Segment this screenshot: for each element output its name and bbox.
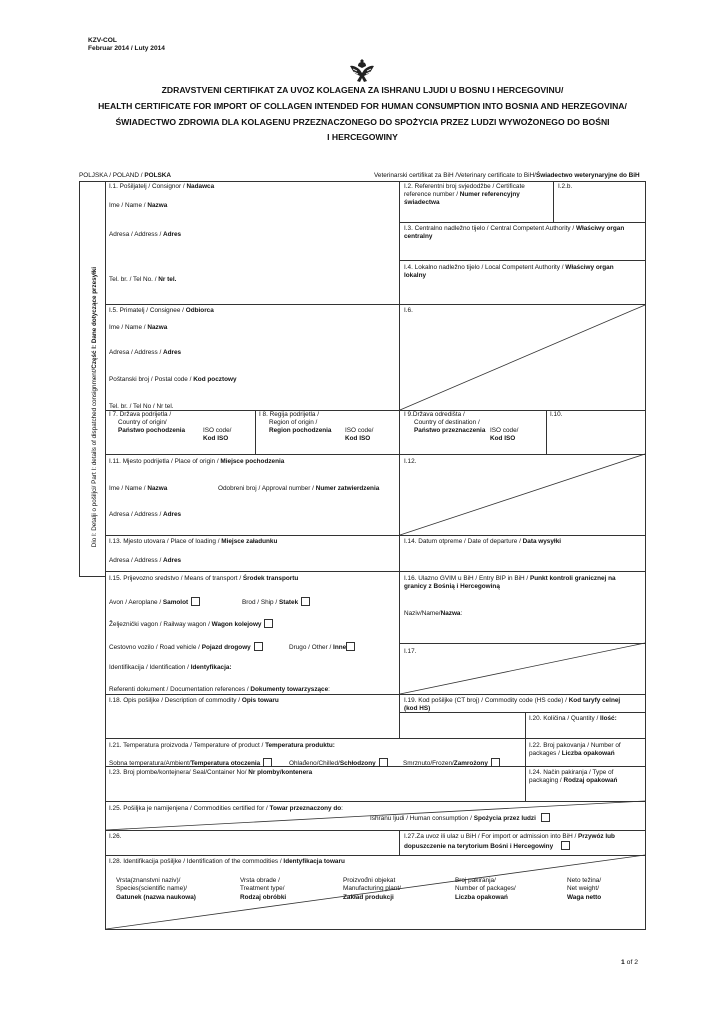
i3-central-authority-label: I.3. Centralno nadležno tijelo / Central Competent Authority / Właściwy organ bbox=[404, 225, 625, 232]
title-line-3: ŚWIADECTWO ZDROWIA DLA KOLAGENU PRZEZNACZONEGO DO SPOŻYCIA PRZEZ LUDZI WYWOŻONEGO DO BOŚNI bbox=[115, 117, 610, 127]
consignee-name-label: Ime / Name / Nazwa bbox=[109, 324, 168, 331]
transport-identification: Identifikacija / Identification / Identyfikacja: bbox=[109, 664, 232, 671]
bip-name-label: Naziv/Name/Nazwa: bbox=[404, 610, 463, 617]
human-consumption-checkbox[interactable] bbox=[541, 813, 550, 822]
i2b-label: I.2.b. bbox=[558, 183, 573, 190]
i3-line-2: centralny bbox=[404, 233, 433, 240]
vet-cert-label: Veterinarski certifikat za BiH /Veterinary certificate to BiH/Świadectwo weterynaryjne do BiH bbox=[374, 172, 640, 179]
col-packages-l2: Number of packages/ bbox=[455, 885, 516, 892]
i9-country-destination-label: I 9.Država odredišta / bbox=[404, 411, 465, 418]
i7-line-2: Country of origin/ bbox=[118, 419, 167, 426]
title-line-4: I HERCEGOWINY bbox=[327, 132, 398, 142]
i22-line-2: packages / Liczba opakowań bbox=[529, 750, 615, 757]
i8-iso-kod: Kod ISO bbox=[345, 435, 371, 442]
col-treatment-l1: Vrsta obrade / bbox=[240, 877, 280, 884]
i7-iso-label: ISO code/ bbox=[203, 427, 232, 434]
i7-country-origin-label: I 7. Država podrijetla / bbox=[109, 411, 172, 418]
import-checkbox[interactable] bbox=[561, 841, 570, 850]
title-line-1: ZDRAVSTVENI CERTIFIKAT ZA UVOZ KOLAGENA ZA ISHRANU LJUDI U BOSNU I HERCEGOVINU/ bbox=[161, 85, 564, 95]
i5-consignee-label: I.5. Primatelj / Consignee / Odbiorca bbox=[109, 307, 214, 314]
col-species-l2: Species(scientific name)/ bbox=[116, 885, 188, 892]
i1-consignor-label: I.1. Pošiljatelj / Consignor / Nadawca bbox=[109, 183, 215, 190]
i7-iso-kod: Kod ISO bbox=[203, 435, 229, 442]
road-checkbox[interactable] bbox=[254, 642, 263, 651]
i18-description-label: I.18. Opis pošiljke / Description of commodity / Opis towaru bbox=[109, 697, 279, 704]
transport-ship: Brod / Ship / Statek bbox=[242, 597, 310, 607]
i4-line-2: lokalny bbox=[404, 272, 427, 279]
aeroplane-checkbox[interactable] bbox=[191, 597, 200, 606]
i6-label: I.6. bbox=[404, 307, 413, 314]
consignee-address-label: Adresa / Address / Adres bbox=[109, 349, 182, 356]
i27-line-2: dopuszczenie na terytorium Bośni i Hercegowiny bbox=[404, 841, 570, 851]
page-number: 1 of 2 bbox=[621, 959, 639, 966]
transport-road: Cestovno vozilo / Road vehicle / Pojazd drogowy bbox=[109, 642, 263, 652]
other-checkbox[interactable] bbox=[346, 642, 355, 651]
i9-line-3: Państwo przeznaczenia bbox=[414, 427, 486, 434]
transport-rail: Željeznički vagon / Railway wagon / Wagon kolejowy bbox=[109, 619, 273, 629]
documentation-references: Referenti dokument / Documentation references / Dokumenty towarzyszące: bbox=[109, 686, 330, 693]
i8-line-3: Region pochodzenia bbox=[269, 427, 332, 434]
rail-checkbox[interactable] bbox=[264, 619, 273, 628]
col-species-l1: Vrsta(znanstvni naziv)/ bbox=[116, 877, 181, 884]
i19-line-2: (kod HS) bbox=[404, 705, 431, 712]
ship-checkbox[interactable] bbox=[301, 597, 310, 606]
i7-line-3: Państwo pochodzenia bbox=[118, 427, 186, 434]
i16-line-2: granicy z Bośnią i Hercegowiną bbox=[404, 583, 500, 590]
ambient-checkbox[interactable] bbox=[263, 758, 272, 767]
col-treatment-l3: Rodzaj obróbki bbox=[240, 894, 287, 901]
title-line-2: HEALTH CERTIFICATE FOR IMPORT OF COLLAGEN INTENDED FOR HUMAN CONSUMPTION INTO BOSNIA AND HERZEGOVINA/ bbox=[98, 101, 627, 111]
i20-quantity-label: I.20. Količina / Quantity / Ilość: bbox=[529, 715, 617, 722]
i26-label: I.26. bbox=[109, 833, 122, 840]
approval-number-label: Odobreni broj / Approval number / Numer zatwierdzenia bbox=[218, 485, 380, 492]
consignor-name-label: Ime / Name / Nazwa bbox=[109, 202, 168, 209]
i8-line-2: Region of origin / bbox=[269, 419, 318, 426]
i21-temperature-label: I.21. Temperatura proizvoda / Temperature of product / Temperatura produktu: bbox=[109, 742, 335, 749]
i8-region-origin-label: I 8. Regija podrijetla / bbox=[259, 411, 320, 418]
i14-departure-date-label: I.14. Datum otpreme / Date of departure / Data wysyłki bbox=[404, 538, 562, 545]
i23-seal-label: I.23. Broj plombe/kontejnera/ Seal/Container No/ Nr plomby/kontenera bbox=[109, 769, 313, 776]
origin-name-label: Ime / Name / Nazwa bbox=[109, 485, 168, 492]
i19-commodity-code-label: I.19. Kod pošiljke (CT broj) / Commodity code (HS code) / Kod taryfy celnej bbox=[404, 697, 621, 704]
i28-identification-label: I.28. Identifikacija pošiljke / Identification of the commodities / Identyfikacja towaru bbox=[109, 858, 345, 865]
form-code: KZV-COL bbox=[88, 37, 117, 44]
i8-iso-label: ISO code/ bbox=[345, 427, 374, 434]
col-packages-l3: Liczba opakowań bbox=[455, 894, 508, 901]
i12-label: I.12. bbox=[404, 458, 417, 465]
i4-local-authority-label: I.4. Lokalno nadležno tijelo / Local Competent Authority / Właściwy organ bbox=[404, 264, 614, 271]
frozen-checkbox[interactable] bbox=[491, 758, 500, 767]
i10-label: I.10. bbox=[550, 411, 563, 418]
form-date: Februar 2014 / Luty 2014 bbox=[88, 45, 165, 52]
i24-line-2: packaging / Rodzaj opakowań bbox=[529, 777, 618, 784]
i2-line-2: reference number / Numer referencyjny bbox=[404, 191, 520, 198]
part-one-side-label: Dio I: Detalji o pošiljci/ Part I: details of dispatched consignment/Część I: Dane dotyczące przesyłki bbox=[91, 266, 98, 548]
i17-label: I.17. bbox=[404, 648, 417, 655]
i2-certificate-ref-label: I.2. Referentni broj svjedodžbe / Certificate bbox=[404, 183, 525, 190]
col-packages-l1: Broj pakiranja/ bbox=[455, 877, 496, 884]
col-species-l3: Gatunek (nazwa naukowa) bbox=[116, 894, 196, 901]
i27-import-label: I.27.Za uvoz ili ulaz u BiH / For import or admission into BiH / Przywóz lub bbox=[404, 833, 615, 840]
i9-iso-label: ISO code/ bbox=[490, 427, 519, 434]
i16-entry-bip-label: I.16. Ulazno GVIM u BiH / Entry BIP in BiH / Punkt kontroli granicznej na bbox=[404, 575, 616, 582]
temp-chilled: Ohlađeno/Chilled/Schłodzony bbox=[289, 758, 388, 768]
consignee-postal-label: Poštanski broj / Postal code / Kod pocztowy bbox=[109, 376, 237, 383]
transport-other: Drugo / Other / Inne bbox=[289, 642, 355, 652]
col-treatment-l2: Treatment type/ bbox=[240, 885, 285, 892]
consignor-tel-label: Tel. br. / Tel No. / Nr tel. bbox=[109, 276, 177, 283]
country-label: POLJSKA / POLAND / POLSKA bbox=[79, 172, 171, 179]
human-consumption-option: Ishranu ljudi / Human consumption / Spożycia przez ludzi bbox=[370, 813, 550, 823]
chilled-checkbox[interactable] bbox=[379, 758, 388, 767]
loading-address-label: Adresa / Address / Adres bbox=[109, 557, 182, 564]
i24-packaging-label: I.24. Način pakiranja / Type of bbox=[529, 769, 614, 776]
origin-address-label: Adresa / Address / Adres bbox=[109, 511, 182, 518]
i13-place-loading-label: I.13. Mjesto utovara / Place of loading / Miejsce załadunku bbox=[109, 538, 278, 545]
col-plant-l2: Manufacturing plant/ bbox=[343, 885, 401, 892]
col-weight-l3: Waga netto bbox=[567, 894, 602, 901]
i22-packages-label: I.22. Broj pakovanja / Number of bbox=[529, 742, 621, 749]
col-plant-l1: Proizvođni objekat bbox=[343, 877, 396, 884]
consignor-address-label: Adresa / Address / Adres bbox=[109, 231, 182, 238]
i25-certified-for-label: I.25. Pošiljka je namijenjena / Commodities certified for / Towar przeznaczony do: bbox=[109, 805, 343, 812]
col-weight-l2: Net weight/ bbox=[567, 885, 599, 892]
i9-line-2: Country of destination / bbox=[414, 419, 480, 426]
col-plant-l3: Zakład produkcji bbox=[343, 894, 394, 901]
consignee-tel-label: Tel. br. / Tel No / Nr tel. bbox=[109, 403, 174, 410]
transport-aeroplane: Avon / Aeroplane / Samolot bbox=[109, 597, 200, 607]
temp-frozen: Smrznuto/Frozen/Zamrożony bbox=[403, 758, 500, 768]
i9-iso-kod: Kod ISO bbox=[490, 435, 516, 442]
col-weight-l1: Neto težina/ bbox=[567, 877, 602, 884]
temp-ambient: Sobna temperatura/Ambient/Temperatura otoczenia bbox=[109, 758, 272, 768]
i15-transport-label: I.15. Prijevozno sredstvo / Means of transport / Środek transportu bbox=[109, 575, 299, 582]
i2-line-3: świadectwa bbox=[404, 199, 440, 206]
i11-place-origin-label: I.11. Mjesto podrijetla / Place of origin / Miejsce pochodzenia bbox=[109, 458, 285, 465]
